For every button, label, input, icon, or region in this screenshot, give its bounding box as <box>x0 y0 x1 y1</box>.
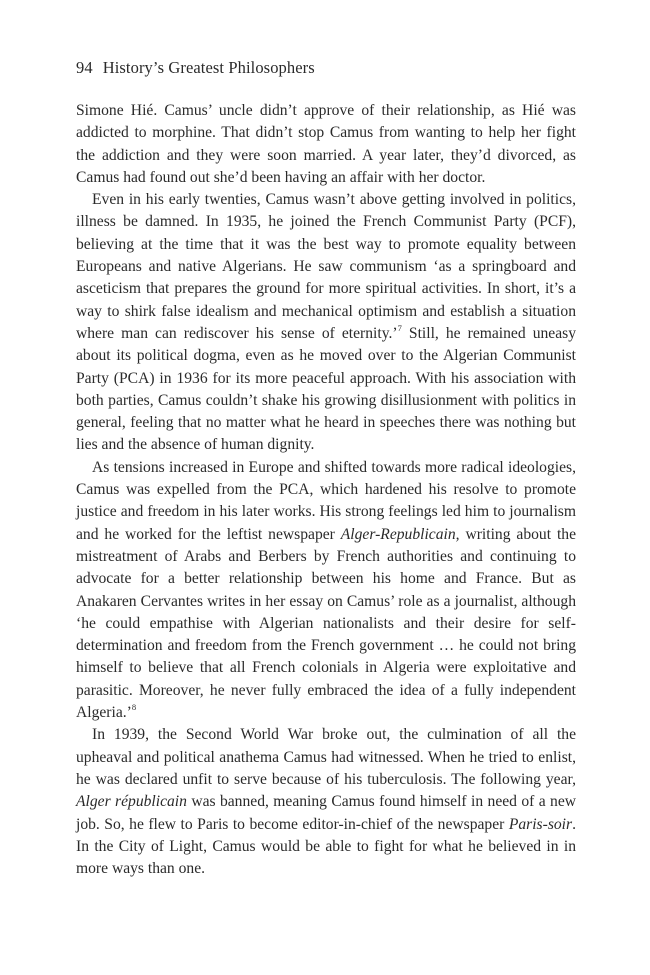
paragraph-text: was banned, meaning Camus found himself in need of a new job. So, he flew to Paris to become editor-in-chief of the newspaper <box>76 793 577 833</box>
page-number: 94 <box>76 58 93 77</box>
paragraph-text: Still, he remained uneasy about its political dogma, even as he moved over to the Algerian Communist Party (PCA) in 1936 for its more peaceful approach. With his association with both parties, Camus couldn’t shake his growing disillusionment with politics in general, feeling that no matter what he heard in speeches there was nothing but lies and the absence of human dignity. <box>76 324 577 454</box>
footnote-ref-7: 7 <box>397 322 402 333</box>
paragraph-text: . In the City of Light, Camus would be able to fight for what he believed in in more ways than one. <box>76 815 576 878</box>
paragraph-1 <box>76 100 576 189</box>
paragraph-3 <box>76 457 576 725</box>
footnote-ref-8: 8 <box>131 701 137 712</box>
body-text <box>76 100 576 880</box>
paragraph-text: Even in his early twenties, Camus wasn’t above getting involved in politics, illness be damned. In 1935, he joined the French Communist Party (PCF), believing at the time that it was the best way to promote equality between Europeans and native Algerians. He saw communism ‘as a springboard and asceticism that prepares the ground for more spiritual activities. In short, it’s a way to shirk false idealism and mechanical optimism and establish a situation where man can rediscover his sense of eternity.’ <box>76 191 576 342</box>
newspaper-title-paris-soir: Paris-soir <box>508 815 573 833</box>
running-title: History’s Greatest Philosophers <box>102 58 315 77</box>
paragraph-text: writing about the mistreatment of Arabs and Berbers by French authorities and continuing to advocate for a better relationship between his home and France. But as Anakaren Cervantes writes in her essay on Camus’ role as a journalist, although ‘he could empathise with Algerian nationalists and their desire for self-determination and freedom from the French government … he could not bring himself to believe that all French colonials in Algeria were exploitative and parasitic. Moreover, he never fully embraced the idea of a fully independent Algeria.’ <box>76 525 577 722</box>
paragraph-2 <box>76 189 576 457</box>
paragraph-4 <box>76 724 576 880</box>
paragraph-text: As tensions increased in Europe and shifted towards more radical ideologies, Camus was expelled from the PCA, which hardened his resolve to promote justice and freedom in his later works. His strong feelings led him to journalism and he worked for the leftist newspaper <box>76 458 576 543</box>
running-head <box>76 58 315 78</box>
paragraph-text: In 1939, the Second World War broke out, the culmination of all the upheaval and political anathema Camus had witnessed. When he tried to enlist, he was declared unfit to serve because of his tuberculosis. The following year, <box>76 726 576 788</box>
newspaper-title-alger-republicain-accented: Alger républicain <box>76 793 187 811</box>
paragraph-text: Simone Hié. Camus’ uncle didn’t approve of their relationship, as Hié was addicted to morphine. That didn’t stop Camus from wanting to help her fight the addiction and they were soon married. A year later, they’d divorced, as Camus had found out she’d been having an affair with her doctor. <box>76 102 576 186</box>
newspaper-title-alger-republicain: Alger-Republicain, <box>340 525 460 543</box>
